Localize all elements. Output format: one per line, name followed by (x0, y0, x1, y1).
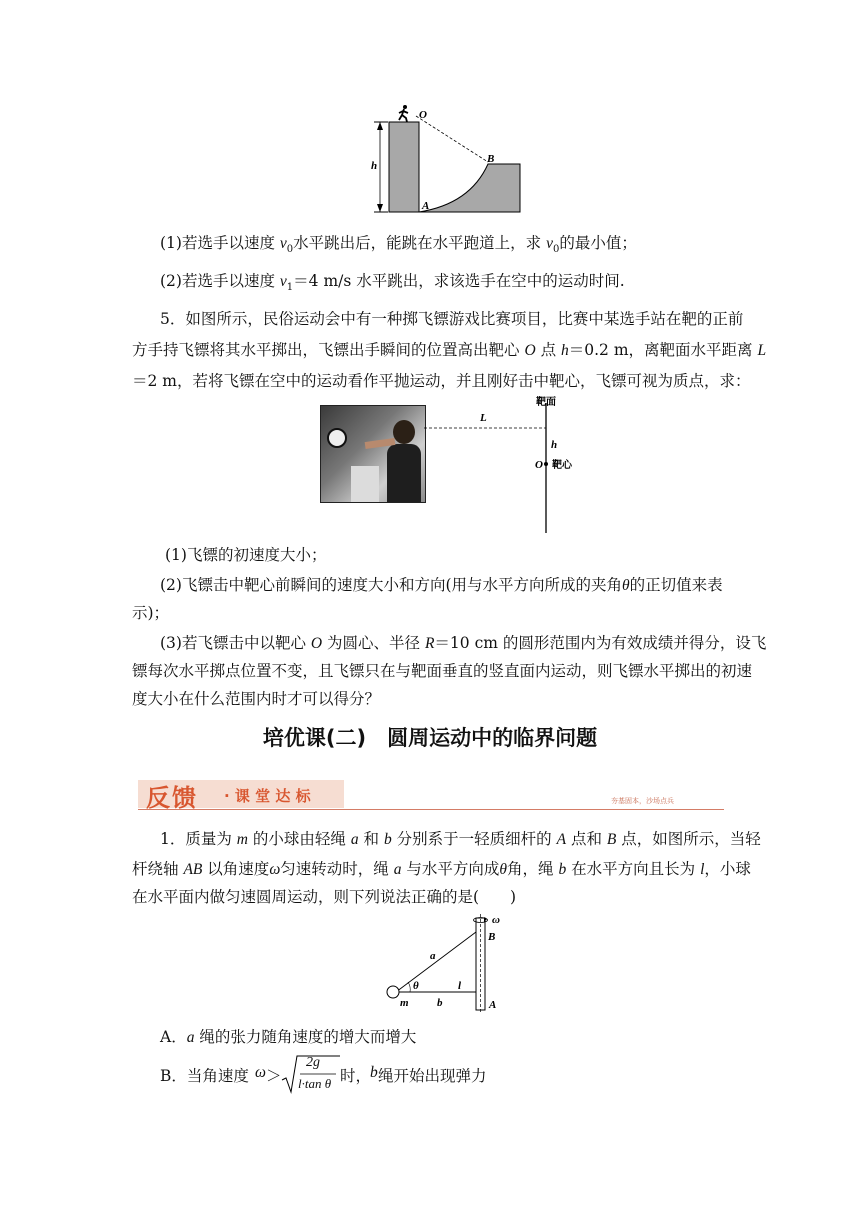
banner-right-text: 夯基固本，沙场点兵 (611, 797, 674, 805)
label-a: A (422, 200, 430, 212)
fraction-numerator: 2g (306, 1055, 320, 1070)
runner-icon (399, 105, 408, 122)
section-title: 培优课(二) 圆周运动中的临界问题 (262, 726, 598, 750)
q5-part1: (1)飞镖的初速度大小； (165, 546, 327, 564)
q1-line1: 1．质量为 m 的小球由轻绳 a 和 b 分别系于一轻质细杆的 A 点和 B 点，如图所示，当轻 (160, 830, 761, 848)
feedback-banner (138, 778, 724, 812)
label-m: m (400, 997, 409, 1009)
label-target-face: 靶面 (536, 397, 556, 408)
q4-part1: (1)若选手以速度 $v_0$水平跳出后，能跳在水平跑道上，求 $v_0$的最小值； (160, 234, 637, 256)
q5-part2-line1: (2)飞镖击中靶心前瞬间的速度大小和方向(用与水平方向所成的夹角θ的正切值来表 (160, 576, 723, 594)
label-theta: θ (413, 980, 419, 992)
q5-line1: 5．如图所示，民俗运动会中有一种掷飞镖游戏比赛项目，比赛中某选手站在靶的正前 (160, 310, 744, 328)
jump-ramp-diagram (360, 100, 530, 218)
q5-line3: ＝2 m，若将飞镖在空中的运动看作平抛运动，并且刚好击中靶心，飞镖可视为质点，求： (132, 372, 751, 390)
q1-line3: 在水平面内做匀速圆周运动，则下列说法正确的是( ) (132, 888, 517, 906)
q1-line2: 杆绕轴 AB 以角速度ω匀速转动时，绳 a 与水平方向成θ角，绳 b 在水平方向且长为 l，小球 (132, 860, 751, 878)
label-o: O (419, 109, 427, 121)
label-l: L (480, 412, 487, 424)
q5-line2: 方手持飞镖将其水平掷出，飞镖出手瞬间的位置高出靶心 O 点 h＝0.2 m，离靶面水平距离 L (132, 341, 767, 359)
q1-option-a[interactable]: A．a 绳的张力随角速度的增大而增大 (160, 1028, 417, 1046)
label-h: h (551, 439, 558, 451)
clock-icon (327, 428, 347, 448)
label-b: B (487, 153, 495, 165)
label-l: l (458, 980, 462, 992)
label-o: O (535, 459, 543, 471)
banner-subtitle: · 课 堂 达 标 (224, 787, 311, 805)
q5-part3-line3: 度大小在什么范围内时才可以得分？ (132, 690, 381, 708)
label-a-rope: a (430, 950, 436, 962)
banner-big-text: 反馈 (146, 784, 198, 812)
fraction-denominator: l·tan θ (298, 1076, 332, 1091)
label-bullseye: 靶心 (552, 460, 572, 471)
q4-part2: (2)若选手以速度 $v_1=4$ m/s 水平跳出，求该选手在空中的运动时间. (160, 272, 625, 294)
label-b-rope: b (437, 997, 443, 1009)
label-h: h (371, 160, 378, 172)
q5-part2-line2: 示)； (132, 604, 170, 622)
rotating-rod-diagram (380, 912, 510, 1014)
label-a-point: A (489, 999, 497, 1011)
q5-part3-line1: (3)若飞镖击中以靶心 O 为圆心、半径 R＝10 cm 的圆形范围内为有效成绩并得分，设飞 (160, 634, 767, 652)
label-b-point: B (488, 931, 496, 943)
dart-target-diagram (424, 395, 594, 535)
label-omega: ω (492, 914, 500, 926)
q5-part3-line2: 镖每次水平掷点位置不变，且飞镖只在与靶面垂直的竖直面内运动，则飞镖水平掷出的初速 (132, 662, 753, 680)
dart-player-photo (320, 405, 426, 503)
